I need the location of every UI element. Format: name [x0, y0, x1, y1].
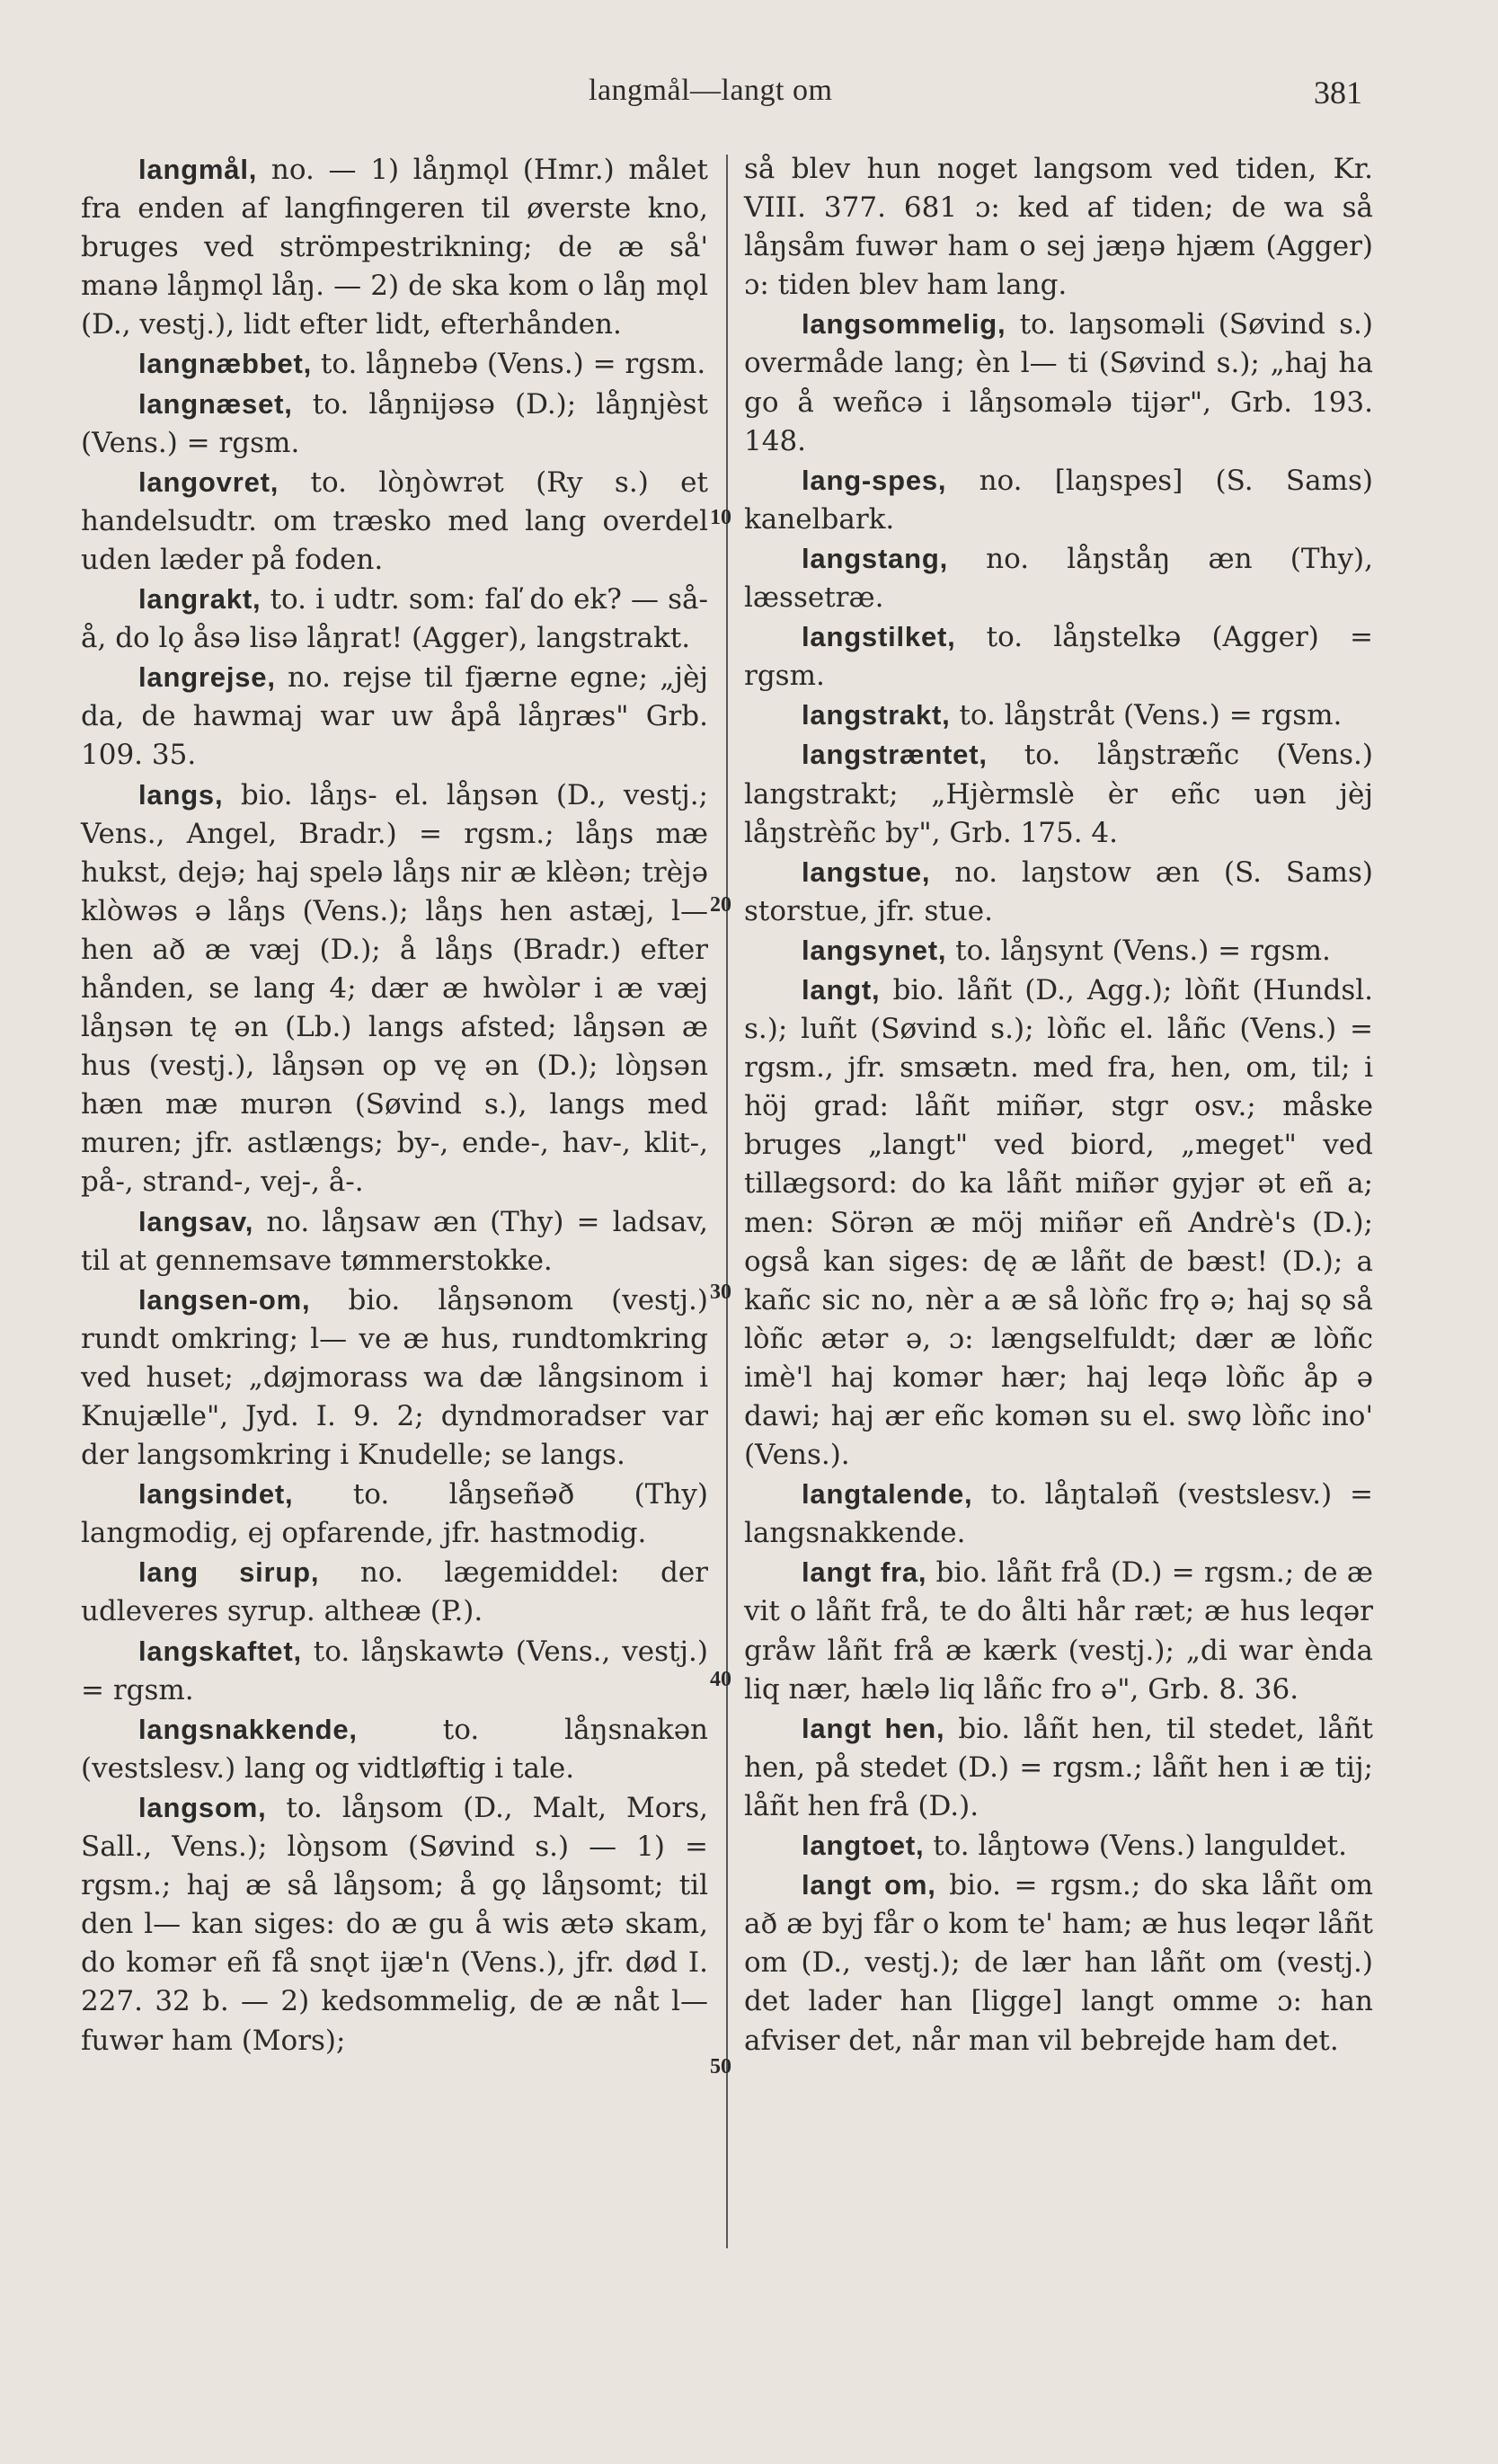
entry-text: to. låŋsynt (Vens.) = rgsm. [946, 934, 1331, 967]
dictionary-entry [81, 1202, 708, 1281]
entry-text: to. låŋtaləñ (vestslesv.) = langsnakkende. [744, 1478, 1373, 1550]
entry-headword: langrejse, [138, 661, 276, 694]
dictionary-entry [744, 539, 1373, 617]
dictionary-entry [744, 617, 1373, 696]
entry-text: to. låŋstelkə (Agger) = rgsm. [744, 621, 1373, 693]
entry-headword: langstilket, [802, 621, 956, 653]
entry-headword: langt om, [802, 1869, 936, 1901]
dictionary-entry [744, 1709, 1373, 1826]
entry-headword: langsom, [138, 1791, 267, 1823]
dictionary-entry [744, 931, 1373, 971]
entry-headword: langstræntet, [802, 739, 988, 771]
right-column [744, 150, 1373, 2061]
entry-text: to. låŋsom (D., Malt, Mors, Sall., Vens.); lòŋsom (Søvind s.) — 1) = rgsm.; haj æ så låŋsom; å gǫ låŋsomt; til den l— kan siges: do æ gu å wis ætə skam, do komər eñ få snǫt ijæ'n (Vens.), jfr. død I. 227. 32 b. — 2) kedsommelig, de æ nåt l— fuwər ham (Mors); [81, 1791, 708, 2057]
dictionary-entry [81, 1788, 708, 2061]
entry-text: no. lægemiddel: der udleveres syrup. altheæ (P.). [81, 1556, 708, 1628]
running-head: langmål—langt om [589, 74, 833, 107]
left-column [81, 150, 708, 2061]
entry-headword: langstue, [802, 855, 931, 888]
entry-text: bio. låñt frå (D.) = rgsm.; de æ vit o låñt frå, te do ålti hår ræt; æ hus leqər gråw låñt frå æ kærk (vestj.); „di war ènda liq nær, hælə liq låñc fro ə", Grb. 8. 36. [744, 1556, 1373, 1706]
entry-text: bio. låñt (D., Agg.); lòñt (Hundsl. s.); luñt (Søvind s.); lòñc el. låñc (Vens.) = rgsm., jfr. smsætn. med fra, hen, om, til; i höj grad: låñt miñər, stgr osv.; måske bruges „langt" ved biord, „meget" ved tillægsord: do ka låñt miñər gyjər ət eñ a; men: Sörən æ möj miñər eñ Andrè's (D.); også kan siges: dę æ låñt de bæst! (D.); a kañc sic no, nèr a æ så lòñc frǫ ə; haj sǫ så lòñc ætər ə, ɔ: længselfuldt; dær æ lòñc imè'l haj komər hær; haj leqə lòñc åp ə dawi; haj ær eñc komən su el. swǫ lòñc ino' (Vens.). [744, 973, 1373, 1472]
entry-headword: langnæbbet, [138, 348, 313, 380]
dictionary-entry [81, 658, 708, 775]
entry-headword: langnæset, [138, 387, 293, 420]
entry-text: no. [laŋspes] (S. Sams) kanelbark. [744, 464, 1373, 536]
dictionary-entry [81, 1710, 708, 1788]
entry-text: så blev hun noget langsom ved tiden, Kr. VIII. 377. 681 ɔ: ked af tiden; de wa så låŋsåm fuwər ham o sej jæŋə hjæm (Agger) ɔ: tiden blev ham lang. [744, 153, 1373, 302]
dictionary-entry [81, 150, 708, 344]
dictionary-entry [744, 971, 1373, 1475]
entry-text: bio. låñt hen, til stedet, låñt hen, på stedet (D.) = rgsm.; låñt hen i æ tij; låñt hen frå (D.). [744, 1712, 1374, 1822]
entry-headword: langsindet, [138, 1478, 294, 1511]
page-number: 381 [1314, 75, 1362, 111]
entry-headword: langtalende, [802, 1478, 973, 1511]
entry-text: to. låŋstråt (Vens.) = rgsm. [950, 699, 1343, 732]
entry-headword: langtoet, [802, 1830, 925, 1862]
entry-headword: langstang, [802, 542, 949, 574]
dictionary-entry [744, 1553, 1373, 1708]
entry-text: bio. låŋsənom (vestj.) rundt omkring; l— ve æ hus, rundtomkring ved huset; „døjmorass wa dæ långsinom i Knujælle", Jyd. I. 9. 2; dyndmoradser var der langsomkring i Knudelle; se langs. [81, 1283, 708, 1472]
entry-headword: langs, [138, 778, 224, 811]
entry-headword: langt hen, [802, 1712, 945, 1744]
line-number: 30 [710, 1281, 731, 1304]
dictionary-entry-continuation [744, 150, 1373, 305]
dictionary-entry [744, 1866, 1373, 2060]
entry-text: no. laŋstow æn (S. Sams) storstue, jfr. stue. [744, 855, 1373, 927]
entry-text: bio. = rgsm.; do ska låñt om að æ byj får o kom te' ham; æ hus leqər låñt om (D., vestj.); de lær han låñt om (vestj.) det lader han [ligge] langt omme ɔ: han afviser det, når man vil bebrejde ham det. [744, 1869, 1373, 2057]
dictionary-entry [744, 305, 1373, 460]
entry-headword: langrakt, [138, 583, 261, 616]
entry-headword: langsynet, [802, 934, 947, 966]
entry-text: to. låŋsnakən (vestslesv.) lang og vidtløftig i tale. [81, 1713, 708, 1785]
entry-text: bio. låŋs- el. låŋsən (D., vestj.; Vens., Angel, Bradr.) = rgsm.; låŋs mæ hukst, dejə; haj spelə låŋs nir æ klèən; trèjə klòwəs ə låŋs (Vens.); låŋs hen astæj, l— hen að æ væj (D.); å låŋs (Bradr.) efter hånden, se lang 4; dær æ hwòlər i æ væj låŋsən tę ən (Lb.) langs afsted; låŋsən æ hus (vestj.), låŋsən op vę ən (D.); lòŋsən hæn mæ murən (Søvind s.), langs med muren; jfr. astlængs; by-, ende-, hav-, klit-, på-, strand-, vej-, å-. [81, 778, 708, 1199]
entry-text: to. i udtr. som: faľ do ek? — så-å, do lǫ åsə lisə låŋrat! (Agger), langstrakt. [81, 583, 708, 655]
entry-headword: langskaftet, [138, 1635, 302, 1667]
column-divider [726, 155, 728, 2248]
entry-headword: langt fra, [802, 1556, 927, 1589]
dictionary-entry [81, 344, 708, 384]
entry-headword: langstrakt, [802, 699, 951, 731]
dictionary-entry [744, 735, 1373, 852]
line-number: 40 [710, 1668, 731, 1691]
entry-text: to. låŋnijəsə (D.); låŋnjèst (Vens.) = rgsm. [81, 387, 708, 459]
line-number: 50 [710, 2055, 731, 2078]
entry-text: no. låŋsaw æn (Thy) = ladsav, til at gennemsave tømmerstokke. [81, 1205, 708, 1277]
entry-text: to. låŋskawtə (Vens., vestj.) = rgsm. [81, 1635, 708, 1706]
dictionary-entry [81, 385, 708, 463]
entry-headword: lang-spes, [802, 464, 947, 496]
line-number: 10 [710, 506, 731, 529]
dictionary-entry [81, 463, 708, 580]
line-number: 20 [710, 893, 731, 917]
entry-headword: langsen-om, [138, 1283, 311, 1316]
dictionary-entry [81, 1281, 708, 1475]
entry-text: to. låŋtowə (Vens.) languldet. [924, 1830, 1347, 1863]
entry-text: no. rejse til fjærne egne; „jèj da, de hawmaj war uw åpå låŋræs" Grb. 109. 35. [81, 661, 708, 772]
page-header [0, 74, 1498, 119]
dictionary-entry [81, 1475, 708, 1553]
dictionary-entry [81, 776, 708, 1202]
entry-text: to. lòŋòwrət (Ry s.) et handelsudtr. om træsko med lang overdel uden læder på foden. [81, 465, 708, 576]
entry-headword: lang sirup, [138, 1556, 320, 1589]
entry-headword: langmål, [138, 154, 258, 185]
dictionary-entry [744, 696, 1373, 735]
entry-text: no. — 1) låŋmǫl (Hmr.) målet fra enden af langfingeren til øverste kno, bruges ved strömpestrikning; de æ så' manə låŋmǫl låŋ. — 2) de ska kom o låŋ mǫl (D., vestj.), lidt efter lidt, efterhånden. [81, 154, 708, 341]
entry-text: no. låŋståŋ æn (Thy), læssetræ. [744, 542, 1373, 615]
entry-headword: langsav, [138, 1205, 254, 1237]
entry-headword: langsommelig, [802, 308, 1006, 341]
dictionary-entry [744, 461, 1373, 539]
entry-text: to. låŋseñəð (Thy) langmodig, ej opfarende, jfr. hastmodig. [81, 1478, 708, 1550]
dictionary-entry [81, 1553, 708, 1631]
entry-text: to. låŋstræñc (Vens.) langstrakt; „Hjèrmslè èr eñc uən jèj låŋstrèñc by", Grb. 175. 4. [744, 739, 1373, 849]
entry-headword: langovret, [138, 465, 279, 498]
dictionary-entry [744, 1475, 1373, 1553]
dictionary-entry [744, 853, 1373, 931]
entry-headword: langt, [802, 973, 881, 1006]
entry-text: to. låŋnebə (Vens.) = rgsm. [312, 348, 706, 381]
dictionary-entry [744, 1826, 1373, 1866]
entry-headword: langsnakkende, [138, 1713, 358, 1745]
dictionary-entry [81, 1632, 708, 1710]
entry-text: to. laŋsoməli (Søvind s.) overmåde lang; èn l— ti (Søvind s.); „haj ha go å weñcə i låŋsomələ tijər", Grb. 193. 148. [744, 308, 1373, 457]
dictionary-entry [81, 580, 708, 658]
